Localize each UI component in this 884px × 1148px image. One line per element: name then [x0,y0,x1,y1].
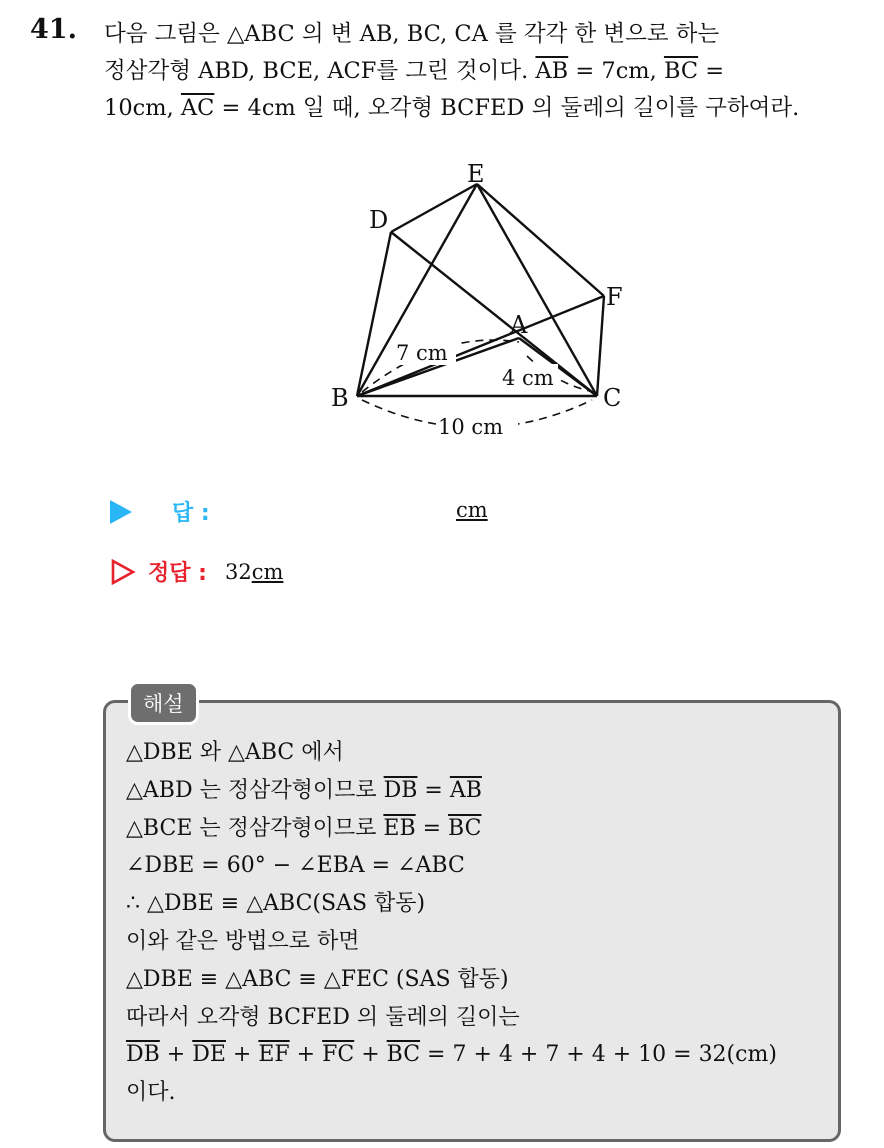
length-ac: 4 cm [502,366,554,390]
length-bc: 10 cm [438,415,504,439]
answer-row [110,496,210,527]
label-e: E [467,160,485,188]
s9-bc: $\overline{BC}$ [386,1042,421,1068]
label-b: B [331,384,349,412]
s9-p1: + [159,1042,193,1068]
question-number: 41. [30,14,77,45]
solution-line-1: △DBE 와 △ABC 에서 [126,740,344,765]
label-d: D [369,206,389,234]
solution-line-6: 이와 같은 방법으로 하면 [126,928,360,954]
s9-p2: + [225,1042,259,1068]
answer-label: 답 : [172,501,210,526]
s2-db: $\overline{DB}$ [383,777,418,803]
correct-unit: cm [251,559,284,584]
solution-line-2 [126,772,777,810]
correct-label: 정답 : [148,561,207,586]
segment-bc: $\overline{BC}$ [663,58,699,84]
question-line-3 [104,90,864,127]
correct-value [225,560,283,584]
solution-line-10: 이다. [126,1080,176,1106]
edge-fc [597,296,604,396]
s3-eb: $\overline{EB}$ [383,815,416,841]
edge-ef [477,184,604,296]
segment-ab: $\overline{AB}$ [535,58,569,84]
s2-a: △ABD 는 정삼각형이므로 [126,777,384,803]
s2-ab: $\overline{AB}$ [449,777,482,803]
play-icon [110,500,132,524]
length-ab: 7 cm [396,341,448,365]
play-outline-icon [110,559,136,585]
edge-bd [357,232,391,396]
q2-text-c: = [698,58,725,84]
solution-text [126,734,777,1112]
solution-line-9 [126,1036,777,1074]
q3-text-a: 10cm, [104,95,181,121]
question-line-1: 다음 그림은 △ABC 의 변 AB, BC, CA 를 각각 한 변으로 하는 [104,21,720,47]
s9-db: $\overline{DB}$ [126,1042,160,1068]
edge-dc [391,232,597,396]
q2-text-a: 정삼각형 ABD, BCE, ACF를 그린 것이다. [104,58,536,84]
label-f: F [606,283,623,311]
solution-line-4: ∠DBE = 60° − ∠EBA = ∠ABC [126,853,465,879]
s9-p3: + [289,1042,323,1068]
s9-ef: $\overline{EF}$ [258,1042,290,1068]
correct-row [110,556,283,587]
correct-number: 32 [224,559,252,584]
geometry-figure [320,150,650,450]
s3-eq: = [415,815,449,841]
solution-line-8: 따라서 오각형 BCFED 의 둘레의 길이는 [126,1004,520,1030]
s2-eq: = [417,777,450,803]
segment-ac: $\overline{AC}$ [180,95,215,121]
label-c: C [603,384,622,412]
s9-p4: + [354,1042,387,1068]
solution-line-5: ∴ △DBE ≡ △ABC(SAS 합동) [126,891,426,917]
solution-line-7: △DBE ≡ △ABC ≡ △FEC (SAS 합동) [126,966,509,992]
s9-result: = 7 + 4 + 7 + 4 + 10 = 32(cm) [420,1042,777,1068]
question-text [104,16,864,127]
s3-bc: $\overline{BC}$ [448,815,482,841]
q2-text-b: = 7cm, [568,58,664,84]
solution-line-3 [126,810,777,848]
answer-blank-unit: cm [456,498,488,522]
s3-a: △BCE 는 정삼각형이므로 [126,815,384,841]
s9-fc: $\overline{FC}$ [322,1042,355,1068]
label-a: A [510,311,528,339]
s9-de: $\overline{DE}$ [192,1042,226,1068]
solution-tab: 해설 [128,681,199,725]
question-line-2 [104,53,864,90]
q3-text-b: = 4cm 일 때, 오각형 BCFED 의 둘레의 길이를 구하여라. [214,95,800,121]
